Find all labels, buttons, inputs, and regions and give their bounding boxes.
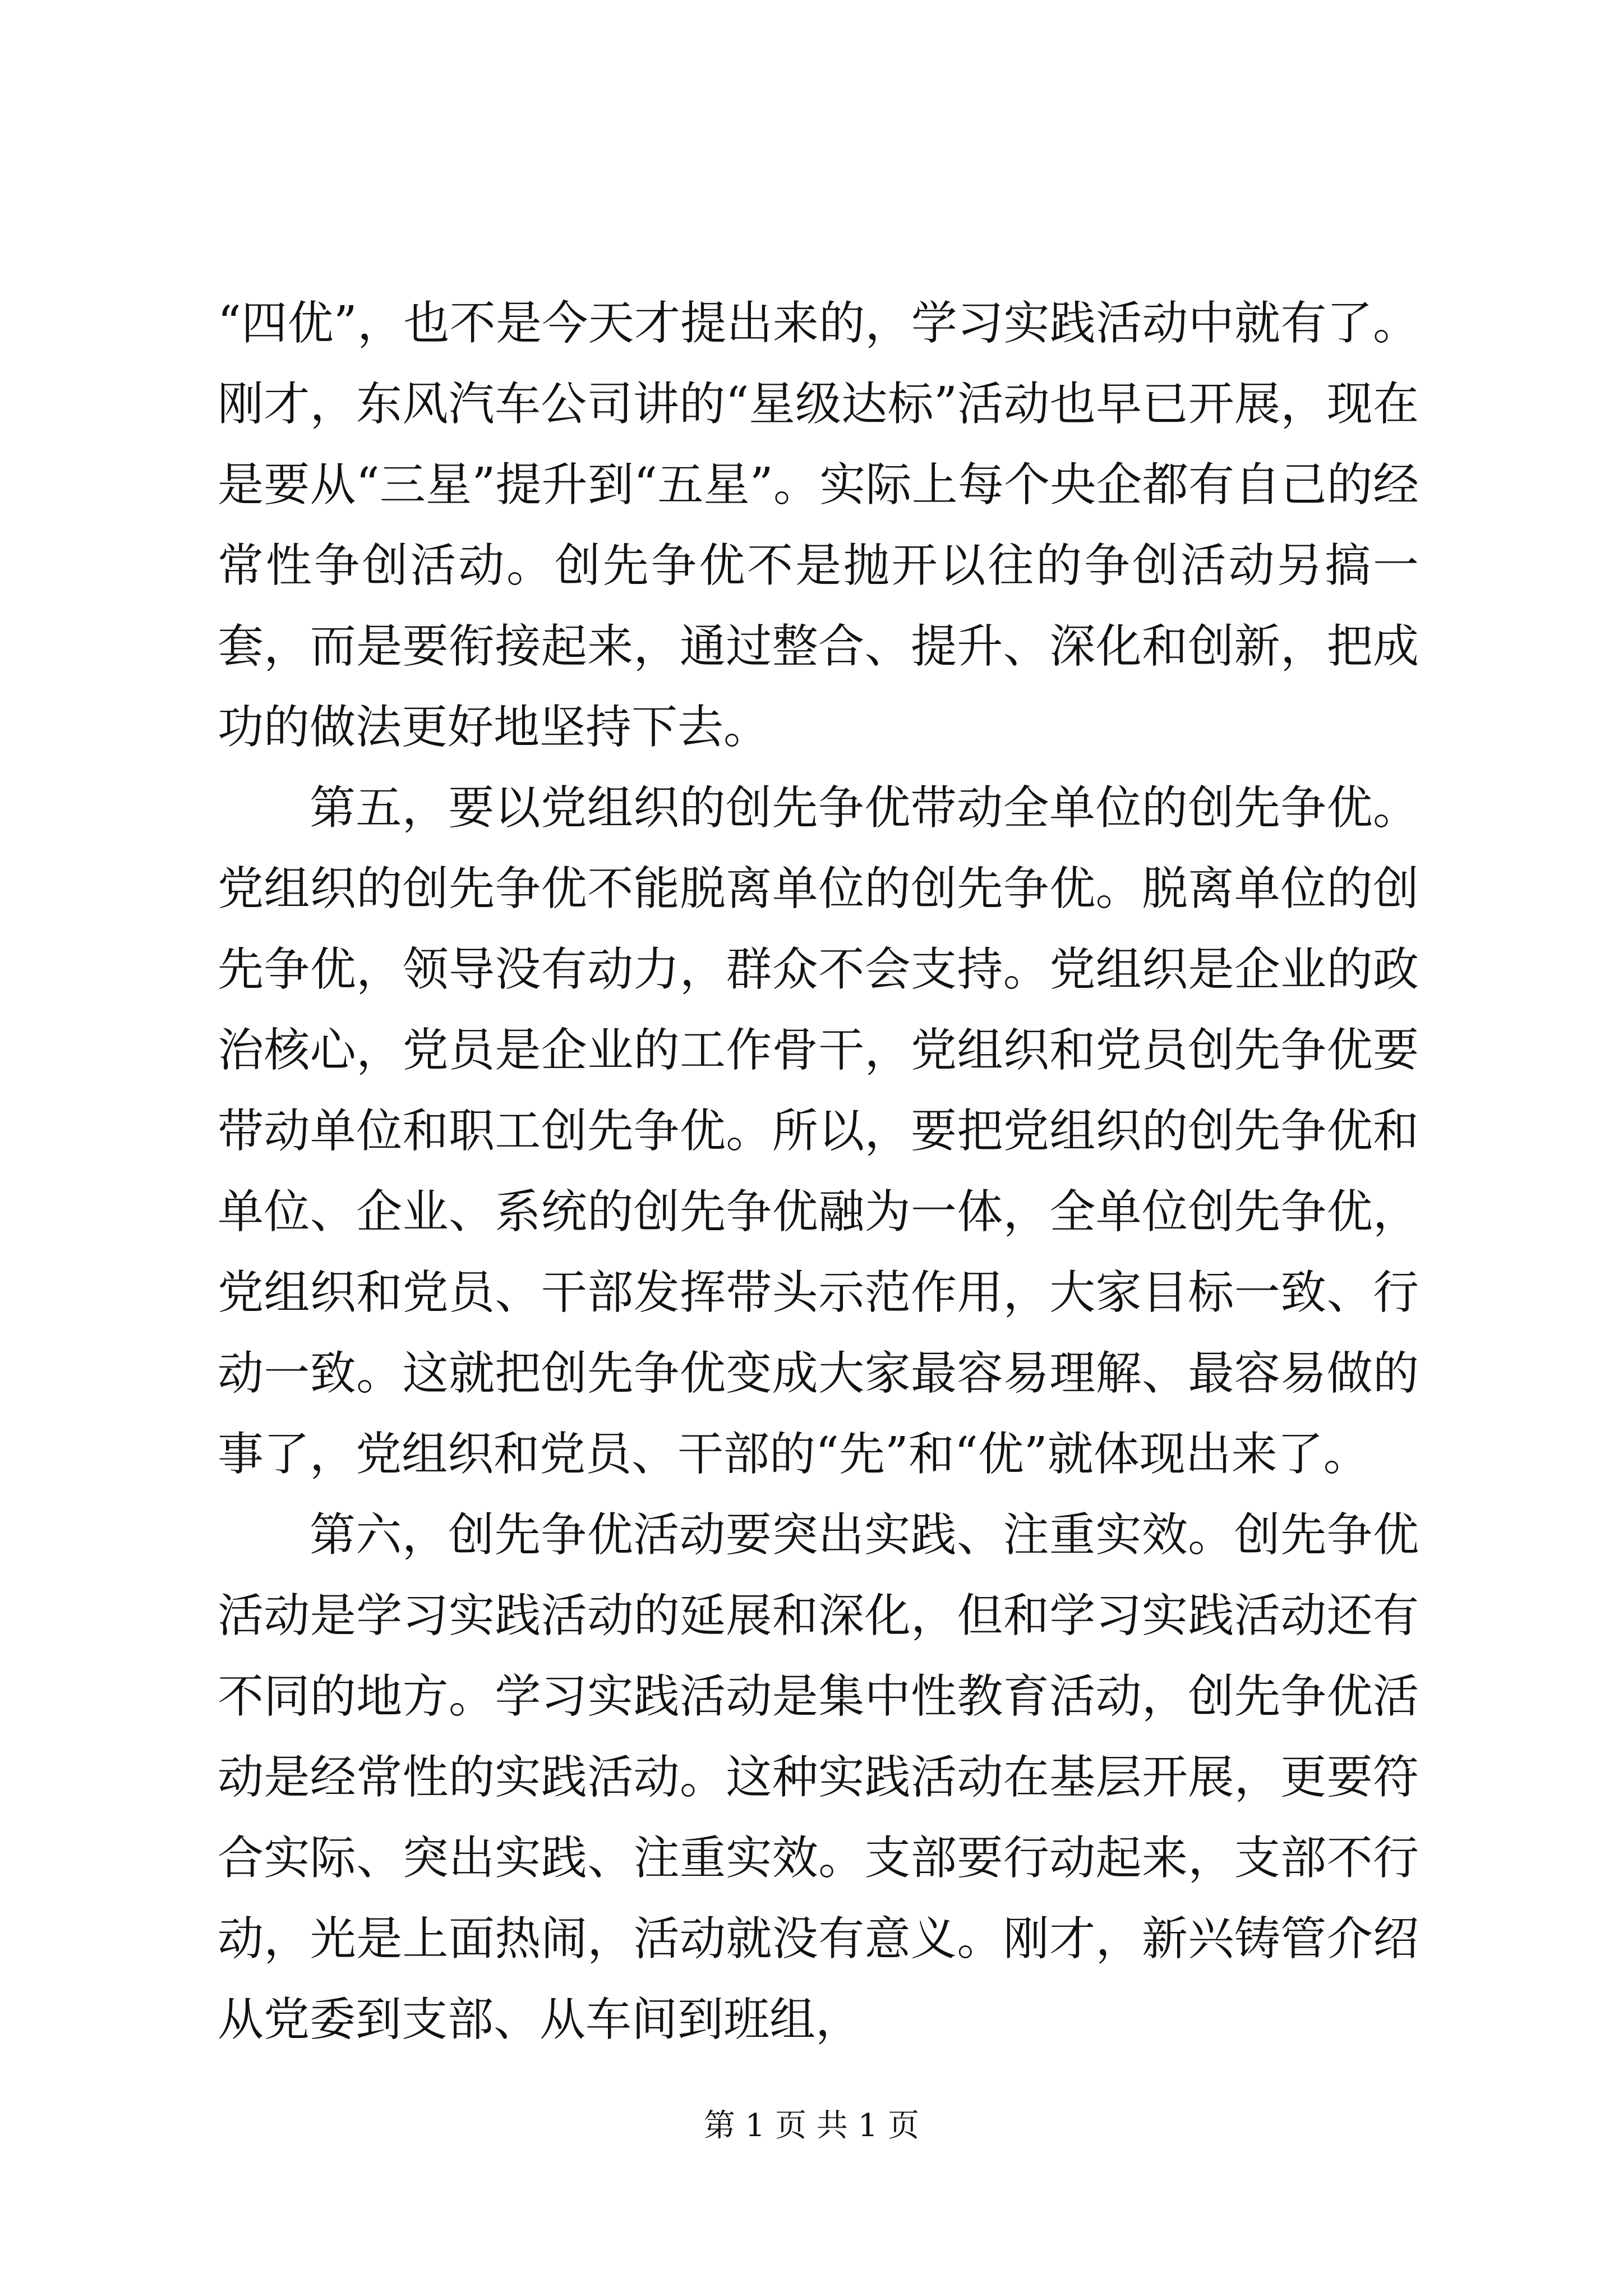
page-footer: 第 1 页 共 1 页 (703, 2108, 920, 2144)
paragraph-2: 第五，要以党组织的创先争优带动全单位的创先争优。党组织的创先争优不能脱离单位的创先争优。脱离单位的创先争优，领导没有动力，群众不会支持。党组织是企业的政治核心，党员是企业的工作骨干，党组织和党员创先争优要带动单位和职工创先争优。所以，要把党组织的创先争优和单位、企业、系统的创先争优融为一体，全单位创先争优，党组织和党员、干部发挥带头示范作用，大家目标一致、行动一致。这就把创先争优变成大家最容易理解、最容易做的事了，党组织和党员、干部的“先”和“优”就体现出来了。 (218, 781, 1419, 1481)
paragraph-1: “四优”，也不是今天才提出来的，学习实践活动中就有了。刚才，东风汽车公司讲的“星级达标”活动也早已开展，现在是要从“三星”提升到“五星”。实际上每个央企都有自己的经常性争创活动。创先争优不是抛开以往的争创活动另搞一套，而是要衔接起来，通过整合、提升、深化和创新，把成功的做法更好地坚持下去。 (218, 297, 1419, 754)
paragraph-3: 第六，创先争优活动要突出实践、注重实效。创先争优活动是学习实践活动的延展和深化，但和学习实践活动还有不同的地方。学习实践活动是集中性教育活动，创先争优活动是经常性的实践活动。这种实践活动在基层开展，更要符合实际、突出实践、注重实效。支部要行动起来，支部不行动，光是上面热闹，活动就没有意义。刚才，新兴铸管介绍从党委到支部、从车间到班组， (218, 1508, 1419, 2046)
document-body (218, 283, 1419, 2060)
